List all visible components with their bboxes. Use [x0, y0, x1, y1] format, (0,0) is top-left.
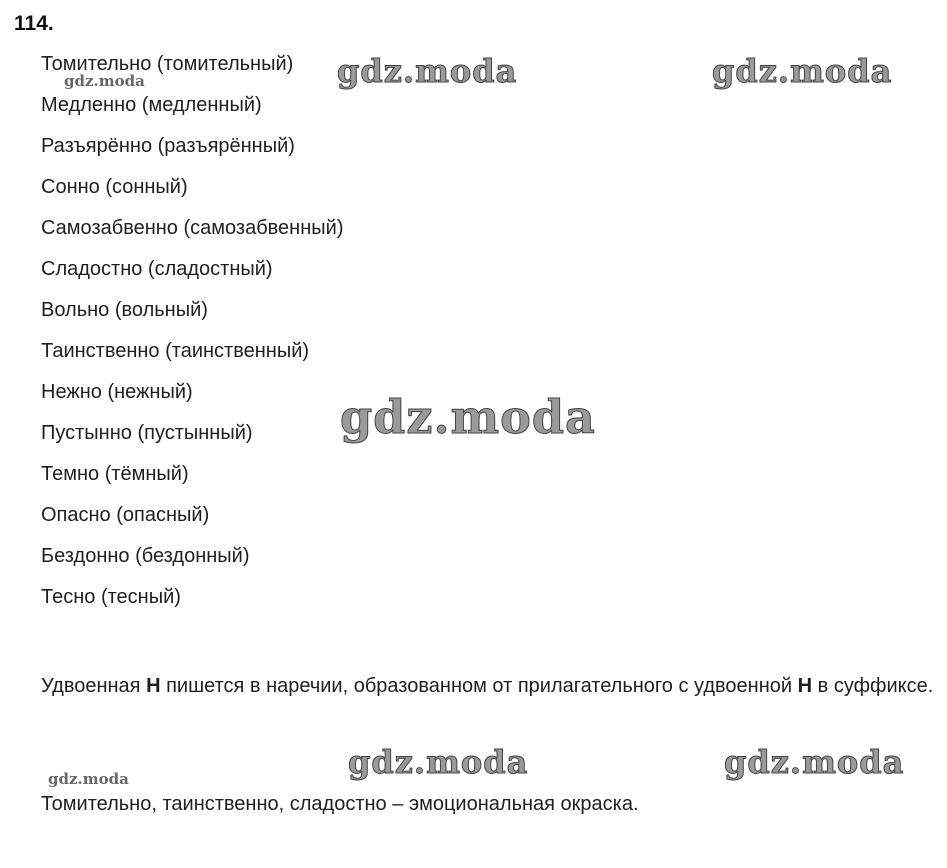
list-item: Таинственно (таинственный) [41, 340, 310, 362]
watermark: gdz.moda [712, 52, 893, 90]
list-item: Опасно (опасный) [41, 504, 210, 526]
watermark: gdz.moda [724, 743, 905, 781]
watermark: gdz.moda [48, 770, 129, 788]
conclusion-text: Томительно, таинственно, сладостно – эмоциональная окраска. [41, 793, 639, 815]
rule-letter: Н [797, 675, 813, 697]
list-item: Медленно (медленный) [41, 94, 262, 116]
list-item: Самозабвенно (самозабвенный) [41, 217, 344, 239]
list-item: Сладостно (сладостный) [41, 258, 273, 280]
list-item: Томительно (томительный) [41, 53, 294, 75]
watermark: gdz.moda [348, 743, 529, 781]
rule-text: пишется в наречии, образованном от прилагательного с удвоенной [160, 675, 798, 697]
rule-letter: Н [146, 675, 161, 697]
list-item: Бездонно (бездонный) [41, 545, 250, 567]
list-item: Разъярённо (разъярённый) [41, 135, 295, 157]
list-item: Пустынно (пустынный) [41, 422, 253, 444]
list-item: Темно (тёмный) [41, 463, 189, 485]
list-item: Сонно (сонный) [41, 176, 188, 198]
word-list [41, 50, 343, 624]
rule-text: в суффиксе. [812, 675, 934, 697]
watermark: gdz.moda [64, 72, 145, 90]
exercise-number: 114. [14, 12, 54, 35]
rule-text: Удвоенная [41, 675, 147, 697]
list-item: Вольно (вольный) [41, 299, 208, 321]
rule-paragraph [14, 666, 944, 707]
list-item: Тесно (тесный) [41, 586, 181, 608]
watermark: gdz.moda [340, 390, 596, 444]
watermark: gdz.moda [337, 52, 518, 90]
list-item: Нежно (нежный) [41, 381, 193, 403]
